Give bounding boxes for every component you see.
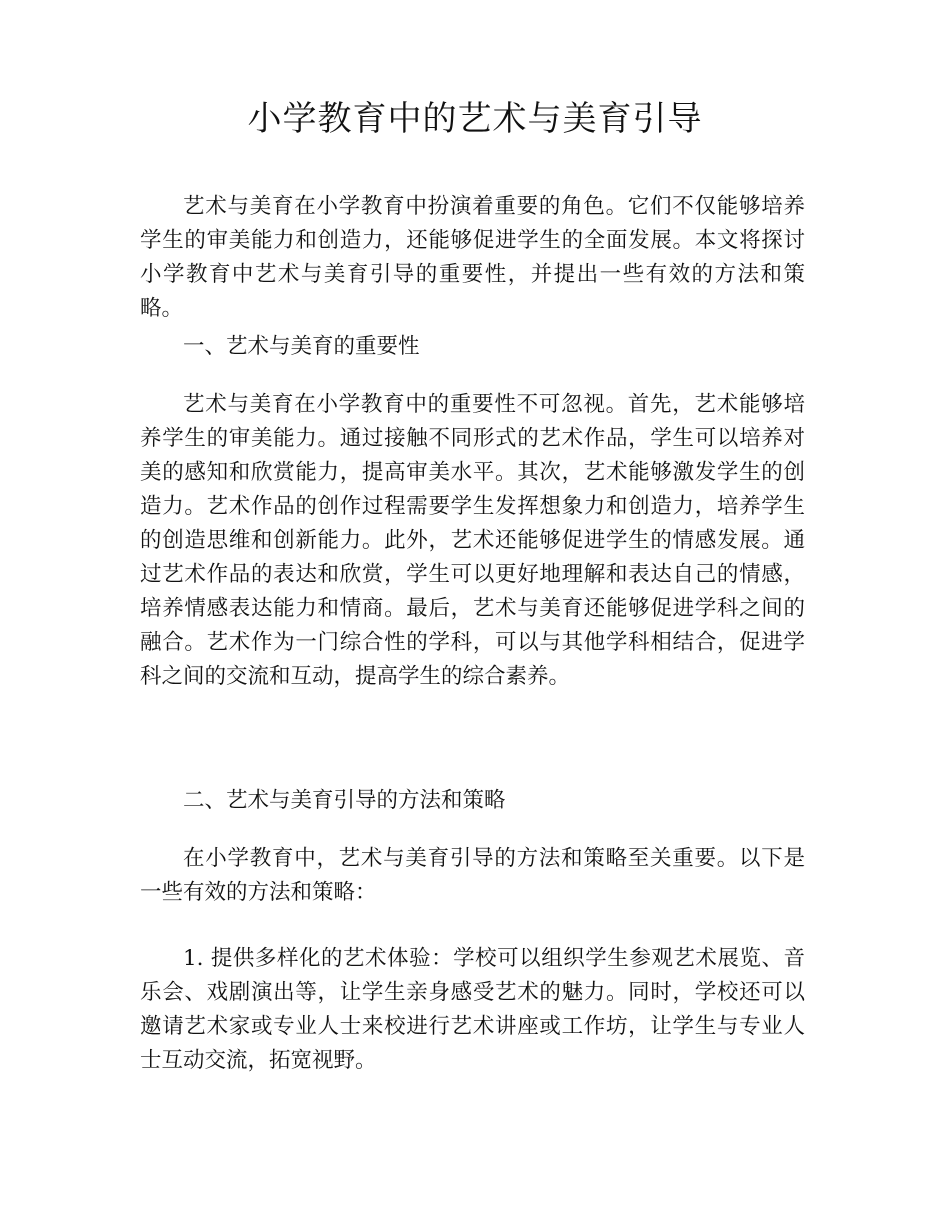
- section-heading-2: 二、艺术与美育引导的方法和策略: [183, 788, 506, 813]
- intro-paragraph: 艺术与美育在小学教育中扮演着重要的角色。它们不仅能够培养学生的审美能力和创造力，还能够促进学生的全面发展。本文将探讨小学教育中艺术与美育引导的重要性，并提出一些有效的方法和策略。: [140, 194, 805, 321]
- section-1-paragraph: 艺术与美育在小学教育中的重要性不可忽视。首先，艺术能够培养学生的审美能力。通过接触不同形式的艺术作品，学生可以培养对美的感知和欣赏能力，提高审美水平。其次，艺术能够激发学生的创造力。艺术作品的创作过程需要学生发挥想象力和创造力，培养学生的创造思维和创新能力。此外，艺术还能够促进学生的情感发展。通过艺术作品的表达和欣赏，学生可以更好地理解和表达自己的情感，培养情感表达能力和情商。最后，艺术与美育还能够促进学科之间的融合。艺术作为一门综合性的学科，可以与其他学科相结合，促进学科之间的交流和互动，提高学生的综合素养。: [140, 392, 805, 689]
- document-title: 小学教育中的艺术与美育引导: [247, 99, 703, 139]
- list-item-1: 1. 提供多样化的艺术体验：学校可以组织学生参观艺术展览、音乐会、戏剧演出等，让学生亲身感受艺术的魅力。同时，学校还可以邀请艺术家或专业人士来校进行艺术讲座或工作坊，让学生与专业人士互动交流，拓宽视野。: [140, 946, 805, 1073]
- section-heading-1: 一、艺术与美育的重要性: [183, 334, 420, 359]
- section-2-intro-paragraph: 在小学教育中，艺术与美育引导的方法和策略至关重要。以下是一些有效的方法和策略：: [140, 846, 805, 905]
